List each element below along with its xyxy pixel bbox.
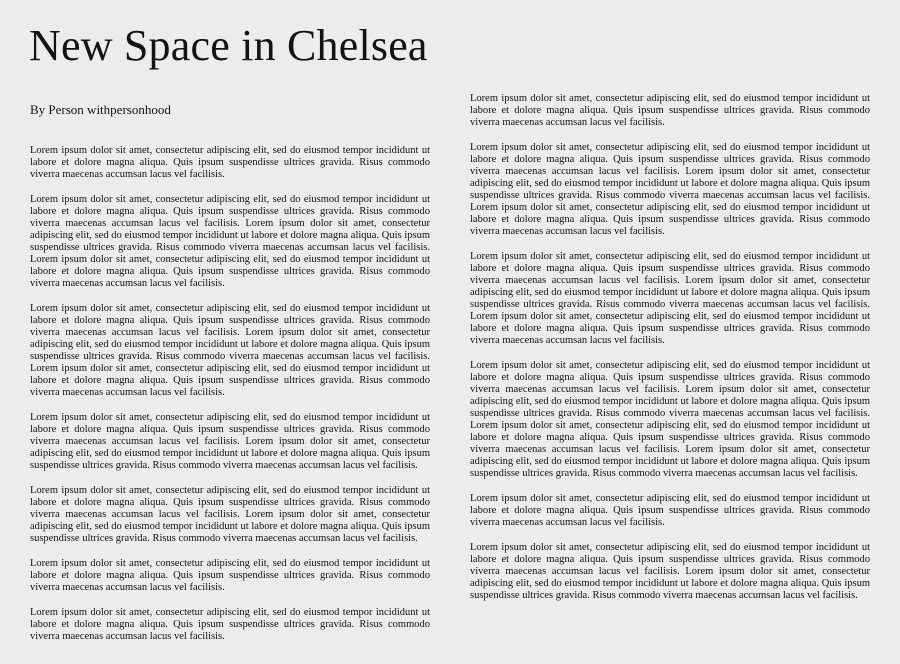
article-paragraph: Lorem ipsum dolor sit amet, consectetur adipiscing elit, sed do eiusmod tempor incididunt ut labore et dolore magna aliqua. Quis ipsum suspendisse ultrices gravida. Risus commodo viverra maecenas accumsan lacus vel facilisis. Lorem ipsum dolor sit amet, consectetur adipiscing elit, sed do eiusmod tempor incididunt ut labore et dolore magna aliqua. Quis ipsum suspendisse ultrices gravida. Risus commodo viverra maecenas accumsan lacus vel facilisis. Lorem ipsum dolor sit amet, consectetur adipiscing elit, sed do eiusmod tempor incididunt ut labore et dolore magna aliqua. Quis ipsum suspendisse ultrices gravida. Risus commodo viverra maecenas accumsan lacus vel facilisis.	[470, 251, 870, 346]
article-paragraph: Lorem ipsum dolor sit amet, consectetur adipiscing elit, sed do eiusmod tempor incididunt ut labore et dolore magna aliqua. Quis ipsum suspendisse ultrices gravida. Risus commodo viverra maecenas accumsan lacus vel facilisis.	[30, 145, 430, 180]
article-paragraph: Lorem ipsum dolor sit amet, consectetur adipiscing elit, sed do eiusmod tempor incididunt ut labore et dolore magna aliqua. Quis ipsum suspendisse ultrices gravida. Risus commodo viverra maecenas accumsan lacus vel facilisis. Lorem ipsum dolor sit amet, consectetur adipiscing elit, sed do eiusmod tempor incididunt ut labore et dolore magna aliqua. Quis ipsum suspendisse ultrices gravida. Risus commodo viverra maecenas accumsan lacus vel facilisis.	[30, 485, 430, 544]
article-paragraph: Lorem ipsum dolor sit amet, consectetur adipiscing elit, sed do eiusmod tempor incididunt ut labore et dolore magna aliqua. Quis ipsum suspendisse ultrices gravida. Risus commodo viverra maecenas accumsan lacus vel facilisis. Lorem ipsum dolor sit amet, consectetur adipiscing elit, sed do eiusmod tempor incididunt ut labore et dolore magna aliqua. Quis ipsum suspendisse ultrices gravida. Risus commodo viverra maecenas accumsan lacus vel facilisis. Lorem ipsum dolor sit amet, consectetur adipiscing elit, sed do eiusmod tempor incididunt ut labore et dolore magna aliqua. Quis ipsum suspendisse ultrices gravida. Risus commodo viverra maecenas accumsan lacus vel facilisis. Lorem ipsum dolor sit amet, consectetur adipiscing elit, sed do eiusmod tempor incididunt ut labore et dolore magna aliqua. Quis ipsum suspendisse ultrices gravida. Risus commodo viverra maecenas accumsan lacus vel facilisis.	[470, 360, 870, 479]
left-column	[30, 145, 430, 656]
article-paragraph: Lorem ipsum dolor sit amet, consectetur adipiscing elit, sed do eiusmod tempor incididunt ut labore et dolore magna aliqua. Quis ipsum suspendisse ultrices gravida. Risus commodo viverra maecenas accumsan lacus vel facilisis.	[30, 607, 430, 642]
article-paragraph: Lorem ipsum dolor sit amet, consectetur adipiscing elit, sed do eiusmod tempor incididunt ut labore et dolore magna aliqua. Quis ipsum suspendisse ultrices gravida. Risus commodo viverra maecenas accumsan lacus vel facilisis.	[470, 93, 870, 128]
article-paragraph: Lorem ipsum dolor sit amet, consectetur adipiscing elit, sed do eiusmod tempor incididunt ut labore et dolore magna aliqua. Quis ipsum suspendisse ultrices gravida. Risus commodo viverra maecenas accumsan lacus vel facilisis.	[30, 558, 430, 593]
article-paragraph: Lorem ipsum dolor sit amet, consectetur adipiscing elit, sed do eiusmod tempor incididunt ut labore et dolore magna aliqua. Quis ipsum suspendisse ultrices gravida. Risus commodo viverra maecenas accumsan lacus vel facilisis. Lorem ipsum dolor sit amet, consectetur adipiscing elit, sed do eiusmod tempor incididunt ut labore et dolore magna aliqua. Quis ipsum suspendisse ultrices gravida. Risus commodo viverra maecenas accumsan lacus vel facilisis.	[30, 412, 430, 471]
article-paragraph: Lorem ipsum dolor sit amet, consectetur adipiscing elit, sed do eiusmod tempor incididunt ut labore et dolore magna aliqua. Quis ipsum suspendisse ultrices gravida. Risus commodo viverra maecenas accumsan lacus vel facilisis. Lorem ipsum dolor sit amet, consectetur adipiscing elit, sed do eiusmod tempor incididunt ut labore et dolore magna aliqua. Quis ipsum suspendisse ultrices gravida. Risus commodo viverra maecenas accumsan lacus vel facilisis. Lorem ipsum dolor sit amet, consectetur adipiscing elit, sed do eiusmod tempor incididunt ut labore et dolore magna aliqua. Quis ipsum suspendisse ultrices gravida. Risus commodo viverra maecenas accumsan lacus vel facilisis.	[470, 142, 870, 237]
article-paragraph: Lorem ipsum dolor sit amet, consectetur adipiscing elit, sed do eiusmod tempor incididunt ut labore et dolore magna aliqua. Quis ipsum suspendisse ultrices gravida. Risus commodo viverra maecenas accumsan lacus vel facilisis. Lorem ipsum dolor sit amet, consectetur adipiscing elit, sed do eiusmod tempor incididunt ut labore et dolore magna aliqua. Quis ipsum suspendisse ultrices gravida. Risus commodo viverra maecenas accumsan lacus vel facilisis. Lorem ipsum dolor sit amet, consectetur adipiscing elit, sed do eiusmod tempor incididunt ut labore et dolore magna aliqua. Quis ipsum suspendisse ultrices gravida. Risus commodo viverra maecenas accumsan lacus vel facilisis.	[30, 303, 430, 398]
right-column	[470, 93, 870, 615]
article-paragraph: Lorem ipsum dolor sit amet, consectetur adipiscing elit, sed do eiusmod tempor incididunt ut labore et dolore magna aliqua. Quis ipsum suspendisse ultrices gravida. Risus commodo viverra maecenas accumsan lacus vel facilisis.	[470, 493, 870, 528]
article-paragraph: Lorem ipsum dolor sit amet, consectetur adipiscing elit, sed do eiusmod tempor incididunt ut labore et dolore magna aliqua. Quis ipsum suspendisse ultrices gravida. Risus commodo viverra maecenas accumsan lacus vel facilisis. Lorem ipsum dolor sit amet, consectetur adipiscing elit, sed do eiusmod tempor incididunt ut labore et dolore magna aliqua. Quis ipsum suspendisse ultrices gravida. Risus commodo viverra maecenas accumsan lacus vel facilisis.	[470, 542, 870, 601]
article-byline: By Person withpersonhood	[30, 102, 171, 117]
article-title: New Space in Chelsea	[29, 21, 428, 70]
article-paragraph: Lorem ipsum dolor sit amet, consectetur adipiscing elit, sed do eiusmod tempor incididunt ut labore et dolore magna aliqua. Quis ipsum suspendisse ultrices gravida. Risus commodo viverra maecenas accumsan lacus vel facilisis. Lorem ipsum dolor sit amet, consectetur adipiscing elit, sed do eiusmod tempor incididunt ut labore et dolore magna aliqua. Quis ipsum suspendisse ultrices gravida. Risus commodo viverra maecenas accumsan lacus vel facilisis. Lorem ipsum dolor sit amet, consectetur adipiscing elit, sed do eiusmod tempor incididunt ut labore et dolore magna aliqua. Quis ipsum suspendisse ultrices gravida. Risus commodo viverra maecenas accumsan lacus vel facilisis.	[30, 194, 430, 289]
